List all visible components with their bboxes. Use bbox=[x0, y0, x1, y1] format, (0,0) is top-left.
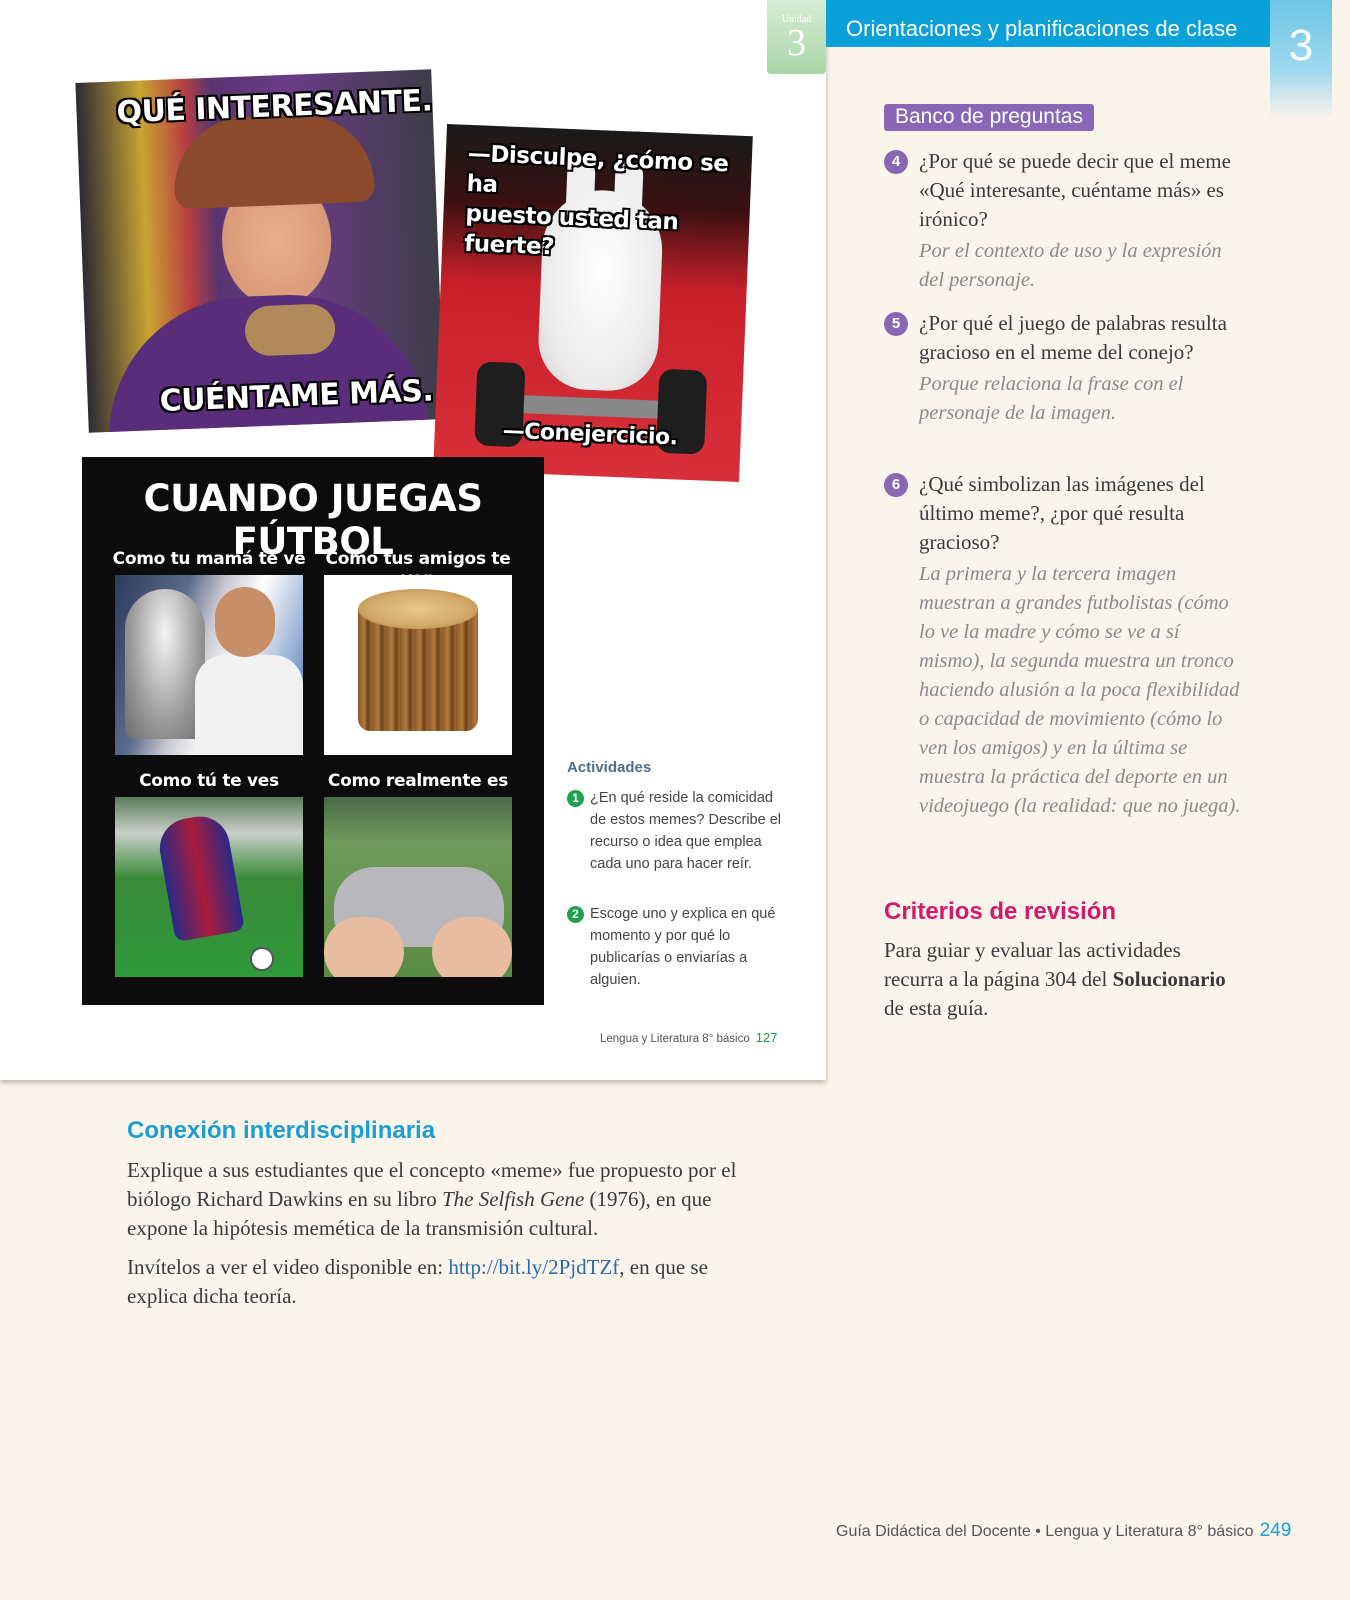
bunny-caption-line1: —Disculpe, ¿cómo se ha bbox=[466, 140, 729, 199]
page-footer bbox=[836, 1520, 1291, 1542]
player-shirt bbox=[195, 655, 303, 755]
conexion-p1-start: Explique a sus estudiantes que el concepto «meme» fue propuesto por el biólogo Richard Dawkins en su libro bbox=[127, 1158, 737, 1211]
actividad-item-1 bbox=[567, 787, 782, 875]
conexion-p1-end: (1976), en que expone la hipótesis memética de la transmisión cultural. bbox=[127, 1187, 712, 1240]
question-block-4 bbox=[884, 147, 1244, 295]
actividad-item-2 bbox=[567, 903, 782, 991]
gamepad-photo bbox=[324, 797, 512, 977]
soccer-ball bbox=[250, 947, 274, 971]
question-number-badge: 5 bbox=[884, 312, 908, 336]
criterios-text-start: Para guiar y evaluar las actividades recurra a la página 304 del bbox=[884, 938, 1181, 991]
actividad-number-badge: 2 bbox=[567, 906, 584, 923]
stump-top bbox=[358, 589, 478, 629]
student-page-number: 127 bbox=[755, 1030, 778, 1045]
question-number-badge: 4 bbox=[884, 150, 908, 174]
bunny-caption-line2: puesto usted tan fuerte? bbox=[463, 200, 679, 261]
futbol-label-amigos: Como tus amigos te bbox=[325, 549, 511, 569]
page-number: 249 bbox=[1259, 1520, 1292, 1541]
book-title: The Selfish Gene bbox=[441, 1187, 585, 1211]
hand-left bbox=[324, 917, 404, 977]
section-header-bar: Orientaciones y planificaciones de clase bbox=[826, 0, 1270, 47]
question-text: ¿Qué simbolizan las imágenes del último meme?, ¿por qué resulta gracioso? bbox=[919, 472, 1205, 554]
wonka-bowtie bbox=[244, 303, 336, 356]
page-footer-text: Guía Didáctica del Docente • Lengua y Literatura 8° básico bbox=[836, 1523, 1254, 1540]
player-dribbling-photo bbox=[115, 797, 303, 977]
student-page-footer bbox=[600, 1030, 777, 1045]
futbol-label-tu: Como tú te ves bbox=[139, 771, 279, 791]
hand-right bbox=[432, 917, 512, 977]
actividad-text: Escoge uno y explica en qué momento y por qué lo publicarías o enviarías a alguien. bbox=[590, 906, 776, 988]
actividades-heading: Actividades bbox=[567, 759, 652, 776]
conexion-heading: Conexión interdisciplinaria bbox=[127, 1117, 436, 1144]
player-face bbox=[215, 587, 275, 657]
video-link[interactable]: http://bit.ly/2PjdTZf bbox=[448, 1255, 620, 1279]
futbol-label-mama: Como tu mamá te ve bbox=[112, 549, 306, 569]
conexion-p2-end: , en que se explica dicha teoría. bbox=[127, 1255, 708, 1308]
question-answer: La primera y la tercera imagen muestran a grandes futbolistas (cómo lo ve la madre y cómo se ve a sí mismo), la segunda muestra un tronco haciendo alusión a la poca flexibilidad o capacidad de movimiento (cómo lo ven los amigos) y en la última se muestra la práctica del deporte en un videojuego (la realidad: que no juega). bbox=[919, 563, 1241, 817]
banco-preguntas-heading: Banco de preguntas bbox=[884, 104, 1094, 131]
criterios-text-bold: Solucionario bbox=[1112, 967, 1226, 991]
unit-label: Unidad bbox=[781, 14, 812, 25]
futbol-label-realmente: Como realmente es bbox=[327, 771, 509, 791]
actividad-number-badge: 1 bbox=[567, 790, 584, 807]
conexion-paragraph-1 bbox=[127, 1156, 767, 1243]
player-figure bbox=[155, 812, 245, 942]
student-footer-text: Lengua y Literatura 8° básico bbox=[600, 1033, 750, 1045]
meme-futbol-image bbox=[82, 457, 544, 1005]
question-answer: Porque relaciona la frase con el personaje de la imagen. bbox=[919, 373, 1184, 424]
conexion-p2-start: Invítelos a ver el video disponible en: bbox=[127, 1255, 449, 1279]
question-answer: Por el contexto de uso y la expresión del personaje. bbox=[919, 240, 1222, 291]
wonka-bottom-caption: CUÉNTAME MÁS. bbox=[159, 373, 434, 419]
meme-bunny-image bbox=[433, 124, 753, 482]
tree-stump-photo bbox=[324, 575, 512, 755]
bunny-bottom-caption: —Conejercicio. bbox=[502, 418, 678, 451]
question-block-6 bbox=[884, 470, 1244, 821]
question-text: ¿Por qué se puede decir que el meme «Qué interesante, cuéntame más» es irónico? bbox=[919, 149, 1231, 231]
criterios-paragraph bbox=[884, 936, 1244, 1023]
student-textbook-page bbox=[0, 0, 826, 1080]
conexion-paragraph-2 bbox=[127, 1253, 767, 1311]
trophy-shape bbox=[125, 589, 205, 739]
bunny-top-caption bbox=[464, 139, 753, 270]
meme-wonka-image bbox=[75, 69, 444, 432]
wonka-top-caption: QUÉ INTERESANTE. bbox=[115, 83, 433, 131]
question-block-5 bbox=[884, 309, 1244, 428]
unit-tab bbox=[767, 0, 826, 74]
criterios-text-end: de esta guía. bbox=[884, 996, 989, 1020]
actividad-text: ¿En qué reside la comicidad de estos memes? Describe el recurso o idea que emplea cada uno para hacer reír. bbox=[590, 790, 781, 872]
criterios-heading: Criterios de revisión bbox=[884, 898, 1117, 925]
chapter-number-tab: 3 bbox=[1270, 0, 1332, 118]
futbol-title: CUANDO JUEGAS FÚTBOL bbox=[143, 477, 483, 563]
question-text: ¿Por qué el juego de palabras resulta gracioso en el meme del conejo? bbox=[919, 311, 1227, 364]
question-number-badge: 6 bbox=[884, 473, 908, 497]
trophy-player-photo bbox=[115, 575, 303, 755]
unit-number: 3 bbox=[787, 22, 806, 64]
